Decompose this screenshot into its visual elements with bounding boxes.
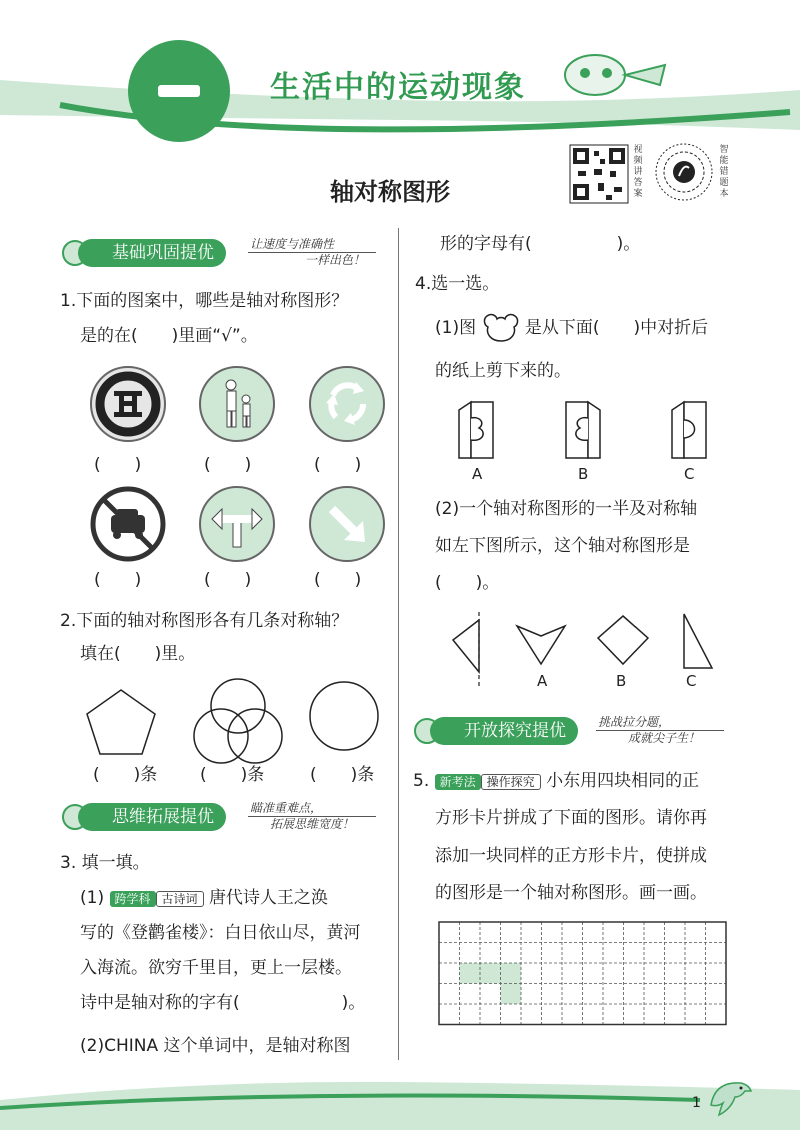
q5-line3: 添加一块同样的正方形卡片，使拼成: [435, 846, 707, 866]
q3-part2-line1: (2)CHINA 这个单词中，是轴对称图: [80, 1036, 351, 1056]
q5-line4: 的图形是一个轴对称图形。画一画。: [435, 883, 707, 903]
q3-title: 3. 填一填。: [60, 853, 150, 873]
folded-paper-a-icon: [455, 400, 497, 460]
no-vehicles-sign-icon: [89, 485, 167, 563]
q4-part2-option-a[interactable]: A: [537, 672, 548, 690]
q1-answer-paren[interactable]: ( ): [314, 570, 362, 590]
q3-part2-answer[interactable]: 形的字母有( )。: [440, 234, 641, 254]
option-b-shape: [596, 614, 650, 666]
qr-code-error-book-icon[interactable]: [655, 143, 713, 201]
grid-card: [501, 984, 522, 1005]
q1-answer-paren[interactable]: ( ): [94, 455, 142, 475]
lesson-title: 轴对称图形: [330, 178, 450, 206]
bank-logo-icon: [89, 365, 167, 443]
q5-text: 小东用四块相同的正: [546, 771, 700, 791]
q4-part2-option-b[interactable]: B: [616, 672, 627, 690]
qr-video-label-char: 答: [633, 178, 643, 188]
cutout-shape-icon: [482, 313, 520, 343]
column-divider: [398, 228, 399, 1060]
pedestrian-sign-icon: [198, 365, 276, 443]
q2-answer-circles[interactable]: ( )条: [200, 765, 265, 785]
qr-error-book-label-char: 能: [719, 156, 729, 166]
q4-part2-line2: 如左下图所示，这个轴对称图形是: [435, 536, 690, 556]
section-basic-banner: 基础巩固提优: [78, 239, 226, 267]
qr-error-book-label-char: 错: [719, 167, 729, 177]
chapter-title: 生活中的运动现象: [270, 70, 526, 105]
footer-band: [0, 1060, 800, 1130]
slogan-line-2: 一样出色！: [305, 253, 366, 267]
q4-part2-line1: (2)一个轴对称图形的一半及对称轴: [435, 499, 698, 519]
grid-card: [460, 963, 481, 984]
qr-video-label-char: 频: [633, 156, 643, 166]
q4-part1-line1: [435, 312, 708, 345]
option-a-shape: [515, 622, 567, 666]
turn-left-right-sign-icon: [198, 485, 276, 563]
unit-numeral: [158, 85, 200, 97]
slogan-underline: [248, 816, 376, 817]
q3-part1-line3: 入海流。欲穷千里目，更上一层楼。: [80, 958, 352, 978]
q3-part1-text: 唐代诗人王之涣: [208, 888, 328, 908]
diagonal-arrow-sign-icon: [308, 485, 386, 563]
section-thinking-banner: 思维拓展提优: [78, 803, 226, 831]
qr-code-video-icon[interactable]: [570, 145, 628, 203]
grid-card: [501, 963, 522, 984]
cross-subject-tag: 跨学科: [110, 891, 156, 907]
qr-error-book-label-char: 题: [719, 178, 729, 188]
folded-paper-c-icon: [668, 400, 710, 460]
qr-video-label-char: 案: [633, 189, 643, 199]
dolphin-icon: [705, 1075, 753, 1121]
slogan-line-1: 让速度与准确性: [250, 237, 335, 251]
slogan-underline: [596, 730, 724, 731]
qr-error-book-label-char: 智: [719, 145, 729, 155]
slogan-underline: [248, 252, 376, 253]
q2-instruction: 填在( )里。: [80, 644, 196, 664]
q1-answer-paren[interactable]: ( ): [204, 570, 252, 590]
q2-answer-circle[interactable]: ( )条: [310, 765, 375, 785]
circle-shape: [308, 680, 380, 752]
q2-prompt: 2.下面的轴对称图形各有几条对称轴？: [60, 611, 349, 631]
slogan-line-2: 拓展思维宽度！: [270, 817, 355, 831]
q4-title: 4.选一选。: [415, 274, 500, 294]
q2-answer-pentagon[interactable]: ( )条: [93, 765, 158, 785]
q4-part2-option-c[interactable]: C: [686, 672, 697, 690]
q5-number: 5.: [413, 771, 430, 791]
q5-line2: 方形卡片拼成了下面的图形。请你再: [435, 808, 707, 828]
q4-part2-answer[interactable]: ( )。: [435, 573, 500, 593]
slogan-line-1: 瞄准重难点，: [250, 801, 323, 815]
poetry-tag: 古诗词: [156, 891, 204, 907]
drawing-grid[interactable]: [437, 920, 729, 1036]
q1-answer-paren[interactable]: ( ): [94, 570, 142, 590]
option-c-shape: [680, 612, 714, 670]
q4-part1-option-a[interactable]: A: [472, 465, 483, 483]
q4-part1-option-c[interactable]: C: [684, 465, 695, 483]
q1-instruction: 是的在( )里画“√”。: [80, 326, 258, 346]
q3-part1-answer[interactable]: 诗中是轴对称的字有( )。: [80, 993, 366, 1013]
slogan-line-2: 成就尖子生！: [628, 731, 701, 745]
hands-on-tag: 操作探究: [481, 774, 541, 790]
section-open-banner: 开放探究提优: [430, 717, 578, 745]
qr-video-label-char: 讲: [633, 167, 643, 177]
q3-part1-line2: 写的《登鹳雀楼》：白日依山尽，黄河: [80, 923, 361, 943]
half-figure-with-axis: [445, 610, 490, 690]
qr-video-label-char: 视: [633, 145, 643, 155]
pentagon-shape: [85, 688, 157, 756]
folded-paper-b-icon: [562, 400, 604, 460]
q5-line1: [413, 765, 699, 799]
roundabout-sign-icon: [308, 365, 386, 443]
qr-error-book-label-char: 本: [719, 189, 729, 199]
mascot-robot-icon: [555, 45, 675, 105]
q4-part1-line2: 的纸上剪下来的。: [435, 361, 571, 381]
q4-part1-prefix: (1)图: [435, 318, 477, 338]
q3-part1-line1: [80, 882, 328, 916]
qr-error-book-label: [718, 145, 730, 200]
q4-part1-text[interactable]: 是从下面( )中对折后: [524, 318, 709, 338]
slogan-line-1: 挑战拉分题，: [598, 715, 671, 729]
q1-prompt: 1.下面的图案中，哪些是轴对称图形？: [60, 291, 349, 311]
qr-video-label: [632, 145, 644, 200]
q4-part1-option-b[interactable]: B: [578, 465, 589, 483]
q1-answer-paren[interactable]: ( ): [204, 455, 252, 475]
page-number: 1: [692, 1095, 701, 1111]
grid-card: [480, 963, 501, 984]
new-exam-tag: 新考法: [435, 774, 481, 790]
q3-part1-number: (1): [80, 888, 105, 908]
q1-answer-paren[interactable]: ( ): [314, 455, 362, 475]
three-circles-shape: [190, 676, 286, 766]
